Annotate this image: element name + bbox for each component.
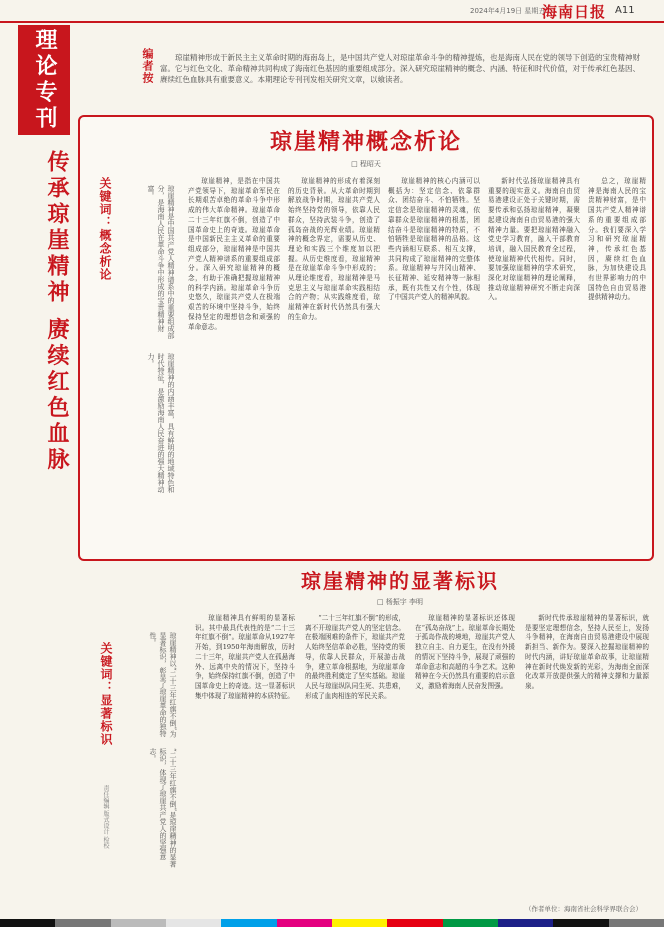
editor-note-text: 琼崖精神形成于新民主主义革命时期的海南岛上，是中国共产党人对琼崖革命斗争的精神提炼，也是海南人民在党的领导下创造的宝贵精神财富。它与红色文化、革命精神共同构成了海南红色基因的重要组成部分。深入研究琼崖精神的概念、内涵、特征和时代价值，对于传承红色基因、赓续红色血脉具有重要意义。本期理论专刊刊发相关研究文章，以飨读者。 [160,53,640,84]
section-badge: 理论专刊 [18,25,70,135]
article2-author: □ 杨振宇 李明 [376,598,424,606]
editor-note-badge: 编者按 [141,48,154,84]
article1-column: 琼崖精神的核心内涵可以概括为：坚定信念、依靠群众、团结奋斗、不怕牺牲。坚定信念是琼崖精神的灵魂，依靠群众是琼崖精神的根基，团结奋斗是琼崖精神的特质，不怕牺牲是琼崖精神的品格。这些内涵相互联系、相互支撑，共同构成了琼崖精神的完整体系。琼崖精神与井冈山精神、长征精神、延安精神等一脉相承，既有共性又有个性，体现了中国共产党人的精神风貌。 [388,177,480,302]
article2-footnote: （作者单位：海南省社会科学界联合会） [525,905,642,913]
issue-date: 2024年4月19日 星期五 [470,7,546,15]
header-rule [0,21,664,23]
article1-title: 琼崖精神概念析论 [269,129,462,155]
page-number: A11 [615,5,635,16]
article1-column: 新时代弘扬琼崖精神具有重要的现实意义。海南自由贸易港建设正处于关键时期，需要传承和弘扬琼崖精神，凝聚起建设海南自由贸易港的强大精神力量。要把琼崖精神融入党史学习教育，融入干部教育培训，融入国民教育全过程，使琼崖精神代代相传。同时，要加强琼崖精神的学术研究，深化对琼崖精神的理论阐释，推动琼崖精神研究不断走向深入。 [488,177,580,302]
editor-credits: 责任编辑 版式设计 检校 [102,785,109,849]
article2-column: 琼崖精神具有鲜明的显著标识。其中最具代表性的是“二十三年红旗不倒”。琼崖革命从1927年开始，到1950年海南解放，历时二十三年，琼崖共产党人在孤悬海外、远离中央的情况下，坚持斗争，始终保持红旗不倒，创造了中国革命史上的奇迹。这一显著标识集中体现了琼崖精神的本质特征。 [195,614,295,700]
article1-box [78,115,654,561]
article2-column: 新时代传承琼崖精神的显著标识，就是要坚定理想信念，坚持人民至上，发扬斗争精神，在海南自由贸易港建设中展现新担当、新作为。要深入挖掘琼崖精神的时代内涵，讲好琼崖革命故事，让琼崖精神在新时代焕发新的光彩，为海南全面深化改革开放提供强大的精神支撑和力量源泉。 [525,614,649,690]
article2-keyword: 关键词：显著标识 [99,642,113,746]
page-theme-title: 传承琼崖精神 赓续红色血脉 [44,150,69,474]
article2-title: 琼崖精神的显著标识 [301,569,499,593]
color-bar [0,919,664,927]
article1-keyword: 关键词：概念析论 [98,177,112,281]
article2-keyword-note: “二十三年红旗不倒”是琼崖精神的显著标识，体现了琼崖共产党人的坚强意志。 [149,748,177,868]
article1-column: 总之，琼崖精神是海南人民的宝贵精神财富，是中国共产党人精神谱系的重要组成部分。我们要深入学习和研究琼崖精神，传承红色基因，赓续红色血脉，为加快建设具有世界影响力的中国特色自由贸易港提供精神动力。 [588,177,646,302]
article1-column: 琼崖精神的形成有着深刻的历史背景。从大革命时期到解放战争时期，琼崖共产党人始终坚持党的领导，依靠人民群众，坚持武装斗争，创造了孤岛奋战的光辉业绩。琼崖精神的概念界定，需要从历史、理论和实践三个维度加以把握。从历史维度看，琼崖精神是在琼崖革命斗争中形成的；从理论维度看，琼崖精神是马克思主义与琼崖革命实践相结合的产物；从实践维度看，琼崖精神在新时代仍然具有强大的生命力。 [288,177,380,321]
article2-column: 琼崖精神的显著标识还体现在“孤岛奋战”上。琼崖革命长期处于孤岛作战的境地，琼崖共产党人独立自主、自力更生，在没有外援的情况下坚持斗争，展现了顽强的革命意志和高超的斗争艺术。这种精神在今天仍然具有重要的启示意义，激励着海南人民奋发图强。 [415,614,515,690]
article1-column: 琼崖精神，是指在中国共产党领导下，琼崖革命军民在长期艰苦卓绝的革命斗争中形成的伟大革命精神。琼崖革命二十三年红旗不倒，创造了中国革命史上的奇迹。琼崖革命是中国新民主主义革命的重要组成部分，琼崖精神是中国共产党人精神谱系的重要组成部分。深入研究琼崖精神的概念，有助于准确把握琼崖精神的科学内涵。琼崖革命斗争历史悠久，琼崖共产党人在极端艰苦的环境中坚持斗争，始终保持坚定的理想信念和顽强的革命意志。 [188,177,280,331]
article2-keyword-note: 琼崖精神以“二十三年红旗不倒”为显著标识，彰显了琼崖革命的独特性。 [149,632,177,738]
article1-keyword-note: 琼崖精神的内涵丰富，具有鲜明的地域特色和时代特征，是激励海南人民奋进的强大精神动力。 [147,353,175,493]
article1-author: □ 程昭天 [351,160,381,168]
article1-keyword-note: 琼崖精神是中国共产党人精神谱系中的重要组成部分，是海南人民在革命斗争中形成的宝贵精神财富。 [147,185,175,339]
article2-column: “二十三年红旗不倒”的形成，离不开琼崖共产党人的坚定信念。在极端困难的条件下，琼崖共产党人始终坚信革命必胜，坚持党的领导，依靠人民群众，开展游击战争，建立革命根据地，为琼崖革命的最终胜利奠定了坚实基础。琼崖人民与琼崖纵队同生死、共患难，形成了血肉相连的军民关系。 [305,614,405,700]
masthead-logo: 海南日报 [542,3,607,21]
